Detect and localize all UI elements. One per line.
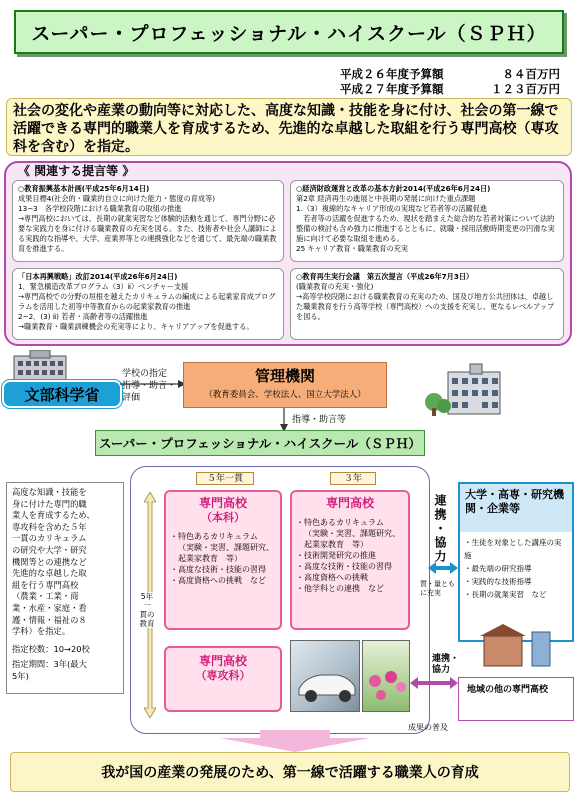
school-three-year: 専門高校 ・ 特色あるカリキュラム （実験・実習、課題研究、起業家教育 等） ・ 技術開発研究の推進 ・ 高度な技術・技能の習得 ・ 高度資格への挑戦 ・ 他学科との連携 など	[290, 490, 410, 630]
university-building-icon	[478, 622, 554, 672]
university-partners-box: 大学・高専・研究機関・企業等 ・ 生徒を対象とした講座の実施 ・ 最先端の研究指導 ・ 実践的な技術指導 ・ 長期の就業実習 など	[458, 482, 574, 642]
big-down-arrow-icon	[220, 730, 370, 752]
management-body-box: 管理機関 （教育委員会、学校法人、国立大学法人）	[183, 362, 387, 408]
bottom-goal: 我が国の産業の発展のため、第一線で活躍する職業人の育成	[10, 752, 570, 792]
page-title: スーパー・プロフェッショナル・ハイスクール（ＳＰＨ）	[14, 10, 564, 54]
guidance-text: 学校の指定 指導・助言・ 評価	[122, 369, 177, 403]
other-regional-schools-box: 地域の他の専門高校	[458, 677, 574, 721]
ministry-building-icon	[10, 350, 70, 382]
guidance-label-2: 指導・助言等	[292, 415, 347, 425]
school-building-icon	[418, 362, 508, 420]
sph-description: 高度な知識・技能を 身に付けた専門的職 業人を育成するため、 専攻科を含めた５年 一貫のカリキュラム の研究や大学・研究 機関等との連携など 先進的な卓越した取 組を行う専門高校 （農業・工業・商 業・水産・家庭・看 護・情報・福祉の８ 学科）を指定。 指定校数：10→20校 指定期間：3年(最大 5年)	[6, 482, 124, 694]
five-year-label: 5年 一 貫の 教育	[134, 592, 160, 628]
related-box-economic-policy: ○経済財政運営と改革の基本方針2014(平成26年6月24日) 第2章 経済再生の進展と中長期の発展に向けた重点課題 1.（3）複線的なキャリア形成の実現など若者等の活躍促進 若者等の活躍を促進するため、現状を踏まえた総合的な若者対策について法的整備の検討も含め強力に推進するとともに、就職・採用活動時期変更の円滑な実施に向けて必要な取組を進める。 25 キャリア教育・職業教育の充実	[290, 180, 564, 262]
budget-row-2027: 平成２７年度予算額 １２３百万円	[340, 82, 560, 96]
flowers-icon	[363, 641, 411, 713]
arrow-right-icon-2	[410, 676, 458, 690]
tag-three-year: ３年	[330, 472, 376, 485]
car-icon	[291, 641, 361, 713]
school-advanced-course: 専門高校 （専攻科）	[164, 646, 282, 712]
arrow-down-icon	[278, 408, 290, 432]
sph-banner: スーパー・プロフェッショナル・ハイスクール（ＳＰＨ）	[95, 430, 425, 456]
summary-box: 社会の変化や産業の動向等に対応した、高度な知識・技能を身に付け、社会の第一線で活躍できる専門的職業人を育成するため、先進的な卓越した取組を行う専門高校（専攻科を含む）を指定。	[6, 98, 572, 156]
quality-label: 質・量とも に充実	[420, 580, 455, 597]
related-box-revitalization-strategy: 「日本再興戦略」改訂2014(平成26年6月24日) 1．緊急構造改革プログラム（3）ⅱ）ベンチャー支援 →専門高校での分野の垣根を越えたカリキュラムの編成による起業家育成プログラムを活用した初等中等教育からの起業家教育の推進 2−2．(3) ⅱ) 若者・高齢者等の活躍推進 →職業教育・職業訓練機会の充実等により、キャリアアップを促進する。	[12, 268, 284, 340]
car-photo	[290, 640, 360, 712]
related-box-education-council: ○教育再生実行会議 第五次提言（平成26年7月3日） (職業教育の充実・強化) →高等学校段階における職業教育の充実のため、国及び地方公共団体は、卓越した職業教育を行う高等学校（専門高校）への支援を充実し、更なるレベルアップを図る。	[290, 268, 564, 340]
cooperation-label: 連携・協力	[433, 494, 447, 564]
related-box-education-plan: ○教育振興基本計画(平成25年6月14日) 成果目標4(社会的・職業的自立に向けた能力・態度の育成等) 13−3 各学校段階における職業教育の取組の推進 →専門高校においては、長期の就業実習など体験的活動を通じて、専門分野に必要な実践力を身に付ける職業教育の充実を図る。また、技術者や社会人講師による実践的な指導や、大学、産業界等との連携強化などを通じて、最先端の職業教育を推進する。	[12, 180, 284, 262]
school-main-course: 専門高校 （本科） ・ 特色あるカリキュラム （実験・実習、課題研究、起業家教育 等） ・ 高度な技術・技能の習得 ・ 高度資格への挑戦 など	[164, 490, 282, 630]
tag-five-year: ５年一貫	[196, 472, 254, 485]
budget-row-2026: 平成２６年度予算額 ８４百万円	[340, 67, 560, 81]
related-header: 《 関連する提言等 》	[18, 164, 135, 178]
greenhouse-photo	[362, 640, 410, 712]
arrow-right-icon	[120, 378, 186, 390]
spread-label: 成果の普及	[408, 723, 448, 732]
double-arrow-icon	[428, 560, 458, 576]
ministry-label: 文部科学省	[2, 380, 122, 408]
cooperation-label-2: 連携・ 協力	[432, 654, 460, 675]
